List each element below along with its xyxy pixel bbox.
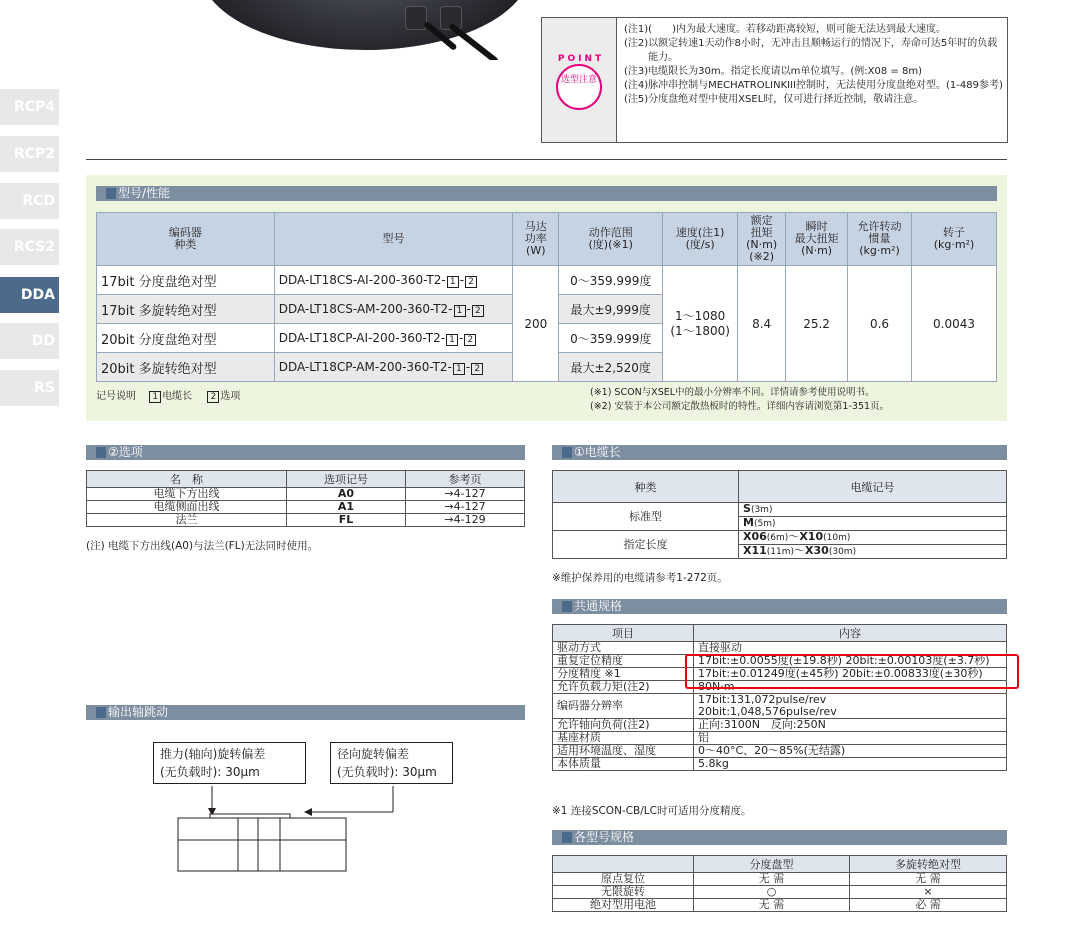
tab-dda[interactable]: DDA: [0, 277, 59, 313]
table-row: 分度精度 ※1 17bit:±0.01249度(±45秒) 20bit:±0.00833度(±30秒): [553, 668, 1007, 681]
table-row: 无限旋转 ○ ×: [553, 886, 1007, 899]
table-row: 适用环境温度、湿度 0〜40°C、20〜85%(无结露): [553, 745, 1007, 758]
tab-rcp2[interactable]: RCP2: [0, 136, 59, 172]
table-row: 指定长度 X06(6m)〜X10(10m): [553, 531, 1007, 545]
table-row: 本体质量 5.8kg: [553, 758, 1007, 771]
table-row: 20bit 分度盘绝对型 DDA-LT18CP-AI-200-360-T2- 1 - 2 0〜359.999度: [97, 324, 997, 353]
point-notes-box: [541, 17, 1008, 143]
point-circle: [556, 64, 602, 110]
table-row: 标准型 S(3m): [553, 503, 1007, 517]
point-note: (注4) 脉冲串控制与MECHATROLINKIII控制时，无法使用分度盘绝对型。(1-489参考): [624, 80, 1003, 91]
point-note: (注3) 电缆限长为30m。指定长度请以m单位填写。(例:X08 = 8m): [624, 66, 922, 77]
point-notes-list: [624, 23, 1006, 107]
options-title: ②选项: [86, 445, 525, 460]
point-note: (注2) 以额定转速1天动作8小时，无冲击且顺畅运行的情况下，寿命可达5年时的负载能力。: [624, 38, 998, 63]
table-row: 原点复位 无 需 无 需: [553, 873, 1007, 886]
actuator-body: [200, 0, 530, 50]
col-inertia: 允许转动 惯量 (kg·m²): [848, 213, 912, 266]
options-note: (注) 电缆下方出线(A0)与法兰(FL)无法同时使用。: [86, 540, 319, 552]
table-row: X11(11m)〜X30(30m): [553, 545, 1007, 559]
table-row: 20bit 多旋转绝对型 DDA-LT18CP-AM-200-360-T2- 1 - 2 最大±2,520度: [97, 353, 997, 382]
cable-title: ①电缆长: [552, 445, 1007, 460]
model-section-title: 型号/性能: [96, 186, 997, 201]
table-row: 电缆侧面出线 A1 →4-127: [87, 501, 525, 514]
table-row: M(5m): [553, 517, 1007, 531]
table-row: 法兰 FL →4-129: [87, 514, 525, 527]
tab-rcs2[interactable]: RCS2: [0, 229, 59, 265]
table-row: 绝对型用电池 无 需 必 需: [553, 899, 1007, 912]
divider: [86, 159, 1007, 160]
table-row: 驱动方式 直接驱动: [553, 642, 1007, 655]
options-table: 名 称 选项记号 参考页 电缆下方出线 A0 →4-127 电缆侧面出线 A1 →4-127 法兰 FL →4-129: [86, 470, 525, 527]
point-label: POINT: [557, 54, 605, 64]
point-note: (注1) ( )内为最大速度。若移动距离较短，则可能无法达到最大速度。: [624, 24, 946, 35]
model-footnotes: (※1) SCON与XSEL中的最小分辨率不同。详情请参考使用说明书。 (※2) 安装于本公司额定散热板时的特性。详细内容请浏览第1-351页。: [590, 387, 890, 412]
model-spec-title: 各型号规格: [552, 830, 1007, 845]
cable-note: ※维护保养用的电缆请参考1-272页。: [552, 572, 728, 584]
runout-diagram: [170, 786, 470, 876]
point-note: (注5) 分度盘绝对型中使用XSEL时，仅可进行择近控制，敬请注意。: [624, 94, 924, 105]
tab-rcd[interactable]: RCD: [0, 183, 59, 219]
table-row: 17bit 分度盘绝对型 DDA-LT18CS-AI-200-360-T2- 1 - 2 200 0〜359.999度 1〜1080 (1〜1800) 8.4 25.2 0.6 0.0043: [97, 266, 997, 295]
table-row: 重复定位精度 17bit:±0.0055度(±19.8秒) 20bit:±0.00103度(±3.7秒): [553, 655, 1007, 668]
col-rotor: 转子 (kg·m²): [912, 213, 997, 266]
point-badge: [542, 18, 617, 142]
output-flange: [210, 814, 290, 818]
col-encoder: 编码器 种类: [97, 213, 275, 266]
tab-rcp4[interactable]: RCP4: [0, 89, 59, 125]
table-row: 允许轴向负荷(注2) 正向:3100N 反向:250N: [553, 719, 1007, 732]
radial-runout-label: 径向旋转偏差 (无负载时): 30μm: [330, 742, 453, 784]
arrow-icon: [304, 808, 312, 816]
point-inner-text: 选型注意: [560, 75, 597, 85]
model-table: [96, 212, 997, 382]
common-spec-note: ※1 连接SCON-CB/LC时可适用分度精度。: [552, 805, 752, 817]
table-row: 基座材质 铝: [553, 732, 1007, 745]
model-spec-table: 分度盘型 多旋转绝对型 原点复位 无 需 无 需 无限旋转 ○ × 绝对型用电池 无 需 必 需: [552, 855, 1007, 912]
symbol-legend: 记号说明 1 电缆长 2 选项: [96, 391, 241, 402]
runout-title: 输出轴跳动: [86, 705, 525, 720]
highlight-box: [685, 654, 1019, 689]
col-motor: 马达 功率 (W): [513, 213, 559, 266]
axial-runout-label: 推力(轴向)旋转偏差 (无负载时): 30μm: [153, 742, 306, 784]
table-row: 编码器分辨率 17bit:131,072pulse/rev 20bit:1,048,576pulse/rev: [553, 694, 1007, 719]
common-spec-title: 共通规格: [552, 599, 1007, 614]
cable-table: 种类 电缆记号 标准型 S(3m) M(5m) 指定长度 X06(6m)〜X10(10m) X11(11m)〜X30(30m): [552, 470, 1007, 559]
common-spec-table: 项目 内容 驱动方式 直接驱动 重复定位精度 17bit:±0.0055度(±19.8秒) 20bit:±0.00103度(±3.7秒) 分度精度 ※1 17bit:±0.01249度(±45秒) 20bit:±0.00833度(±30秒) 允许负载力矩(注2) 80N·m 编码器分辨率 17bit:131,072pulse/rev 20bit:1,048,576pulse/rev 允许轴向负荷(注2) 正向:3100N 反向:250N 基座材质 铝 适用环境温度、湿度 0〜40°C、20〜85%(无结露) 本体质量 5.8kg: [552, 624, 1007, 771]
table-row: 电缆下方出线 A0 →4-127: [87, 488, 525, 501]
tab-rs[interactable]: RS: [0, 370, 59, 406]
product-photo: [200, 0, 530, 60]
actuator-upper: [178, 818, 346, 840]
col-max-torque: 瞬时 最大扭矩 (N·m): [786, 213, 848, 266]
col-torque: 额定 扭矩 (N·m) (※2): [738, 213, 786, 266]
col-range: 动作范围 (度)(※1): [559, 213, 663, 266]
table-row: 17bit 多旋转绝对型 DDA-LT18CS-AM-200-360-T2- 1 - 2 最大±9,999度: [97, 295, 997, 324]
tab-dd[interactable]: DD: [0, 323, 59, 359]
actuator-lower: [178, 840, 346, 871]
table-row: 允许负载力矩(注2) 80N·m: [553, 681, 1007, 694]
col-model: 型号: [274, 213, 513, 266]
col-speed: 速度(注1) (度/s): [663, 213, 738, 266]
